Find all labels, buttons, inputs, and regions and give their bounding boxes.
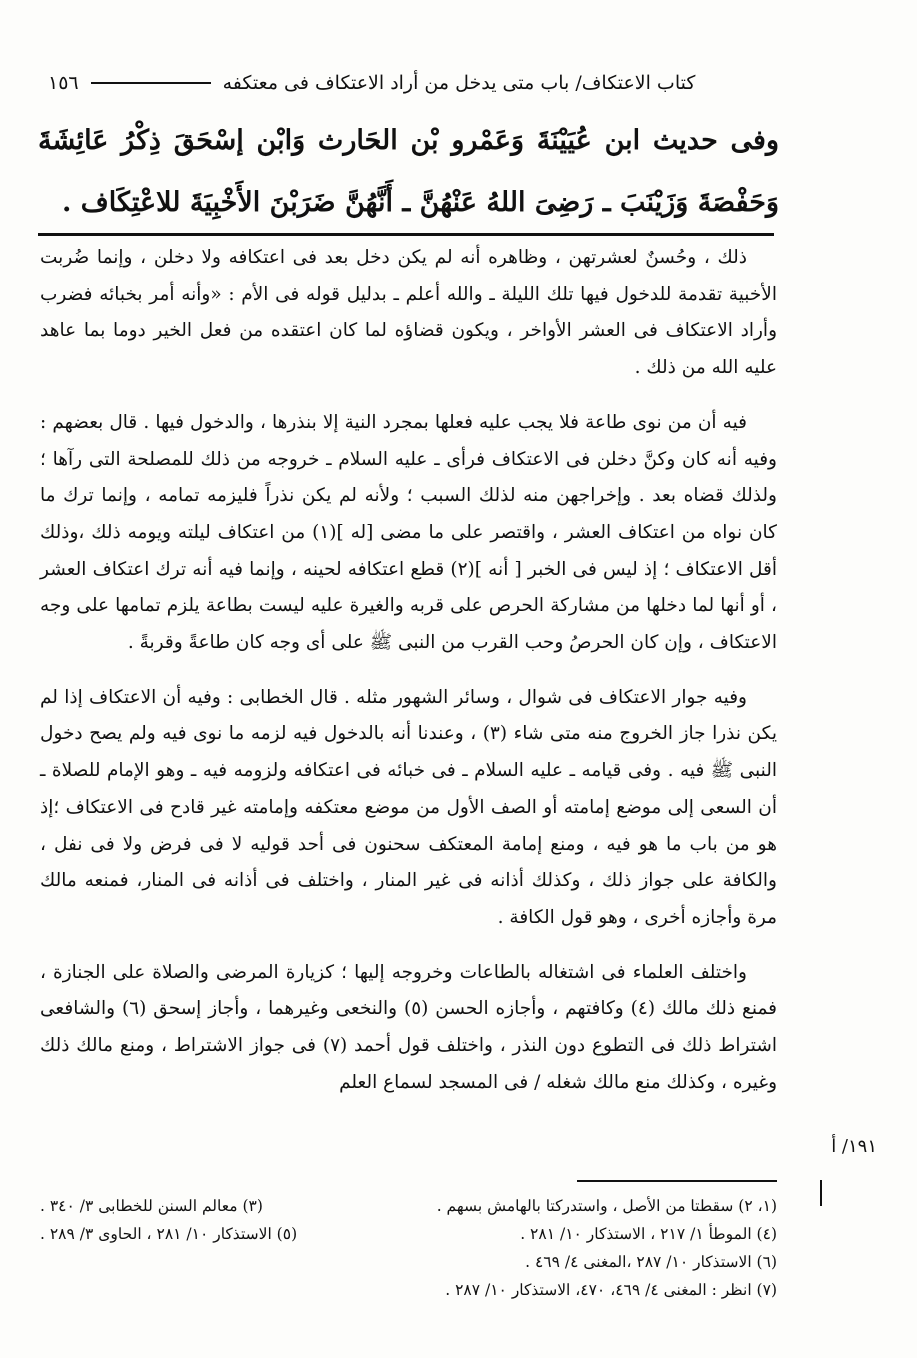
footnote-3: (٣) معالم السنن للخطابى ٣/ ٣٤٠ . [40,1197,263,1215]
footnotes [40,1192,777,1304]
paragraph-3: وفيه جوار الاعتكاف فى شوال ، وسائر الشهور مثله . قال الخطابى : وفيه أن الاعتكاف إذا لم يكن نذرا جاز الخروج منه متى شاء (٣) ، وعندنا أنه بالدخول فيه لزمه ما نوى فيه ولم يصح دخول النبى ﷺ فيه . وفى قيامه ـ عليه السلام ـ فى خبائه فى اعتكافه ولزومه فيه ـ وهو الإمام للصلاة ـ أن السعى إلى موضع إمامته أو الصف الأول من موضع معتكفه وإمامته غير قادح فى الاعتكاف ؛إذ هو من باب ما هو فيه ، ومنع إمامة المعتكف سحنون فى أحد قوليه لا فى فرض ولا فى نفل ، والكافة على جواز ذلك ، وكذلك أذانه فى غير المنار ، واختلف فى أذانه فى المنار، فمنعه مالك مرة وأجازه أخرى ، وهو قول الكافة . [40,686,777,928]
footnote-row [40,1192,777,1220]
page-number: ١٥٦ [48,72,79,94]
running-header [40,66,782,100]
footnote-1-2: (١، ٢) سقطتا من الأصل ، واستدركتا بالهامش بسهم . [436,1197,777,1215]
header-title: كتاب الاعتكاف/ باب متى يدخل من أراد الاعتكاف فى معتكفه [222,72,696,94]
header-dash [91,82,211,84]
hadith-text: وفى حديث ابن عُيَيْنَةَ وَعَمْرو بْن الحَارث وَابْن إسْحَقَ ذِكْرُ عَائِشَةَ وَحَفْصَةَ وَزَيْنَبَ ـ رَضِىَ اللهُ عَنْهُنَّ ـ أَنَّهُنَّ ضَرَبْنَ الأَخْبِيَةَ للاعْتِكَاف . [38,125,779,218]
section-divider [38,233,774,236]
footnote-6: (٦) الاستذكار ١٠/ ٢٨٧ ،المغنى ٤/ ٤٦٩ . [525,1253,777,1271]
footnote-4: (٤) الموطأ ١/ ٢١٧ ، الاستذكار ١٠/ ٢٨١ . [520,1225,777,1243]
paragraph-1: ذلك ، وحُسنٌ لعشرتهن ، وظاهره أنه لم يكن دخل بعد فى اعتكافه ولا دخلن ، وإنما ضُربت الأخبية تقدمة للدخول فيها تلك الليلة ـ والله أعلم ـ بدليل قوله فى الأم : «وأنه أمر بخبائه فضرب وأراد الاعتكاف فى العشر الأواخر ، ويكون قضاؤه لما كان اعتقده من فعل الخير دوما بما عاهد عليه الله من ذلك . [40,247,777,379]
footnote-5: (٥) الاستذكار ١٠/ ٢٨١ ، الحاوى ٣/ ٢٨٩ . [40,1225,298,1243]
margin-mark [820,1180,822,1206]
footnote-divider [577,1180,777,1182]
footnote-7: (٧) انظر : المغنى ٤/ ٤٦٩، ٤٧٠، الاستذكار ١٠/ ٢٨٧ . [445,1281,777,1299]
paragraph-4: واختلف العلماء فى اشتغاله بالطاعات وخروجه إليها ؛ كزيارة المرضى والصلاة على الجنازة ، فمنع ذلك مالك (٤) وكافتهم ، وأجازه الحسن (٥) والنخعى وغيرهما ، وأجاز إسحق (٦) والشافعى اشتراط ذلك فى التطوع دون النذر ، واختلف قول أحمد (٧) فى جواز الاشتراط ، ومنع مالك ذلك وغيره ، وكذلك منع مالك شغله / فى المسجد لسماع العلم [40,961,778,1093]
manuscript-folio-note: ١٩١/ أ [831,1136,877,1157]
footnote-row [40,1220,777,1248]
paragraph-2: فيه أن من نوى طاعة فلا يجب عليه فعلها بمجرد النية إلا بنذرها ، والدخول فيها . قال بعضهم : وفيه أنه كان وكنَّ دخلن فى الاعتكاف فرأى ـ عليه السلام ـ خروجه من ذلك للمصلحة التى رآها ؛ ولذلك قضاه بعد . وإخراجهن منه لذلك السبب ؛ ولأنه لم يكن نذراً فليزمه تمامه ، وإنما ترك ما كان نواه من اعتكاف العشر ، واقتصر على ما مضى [له ](١) من اعتكاف ليلته ويومه ذلك ،وذلك أقل الاعتكاف ؛ إذ ليس فى الخبر [ أنه ](٢) قطع اعتكافه لحينه ، وإنما فيه أنه ترك اعتكاف العشر ، أو أنها لما دخلها من مشاركة الحرص على قربه والغيرة عليه ليست بطاعة يلزم تمامها على وجه الاعتكاف ، وإن كان الحرصُ وحب القرب من النبى ﷺ على أى وجه كان طاعةً وقربةً . [40,411,777,654]
commentary-body [40,240,777,1119]
